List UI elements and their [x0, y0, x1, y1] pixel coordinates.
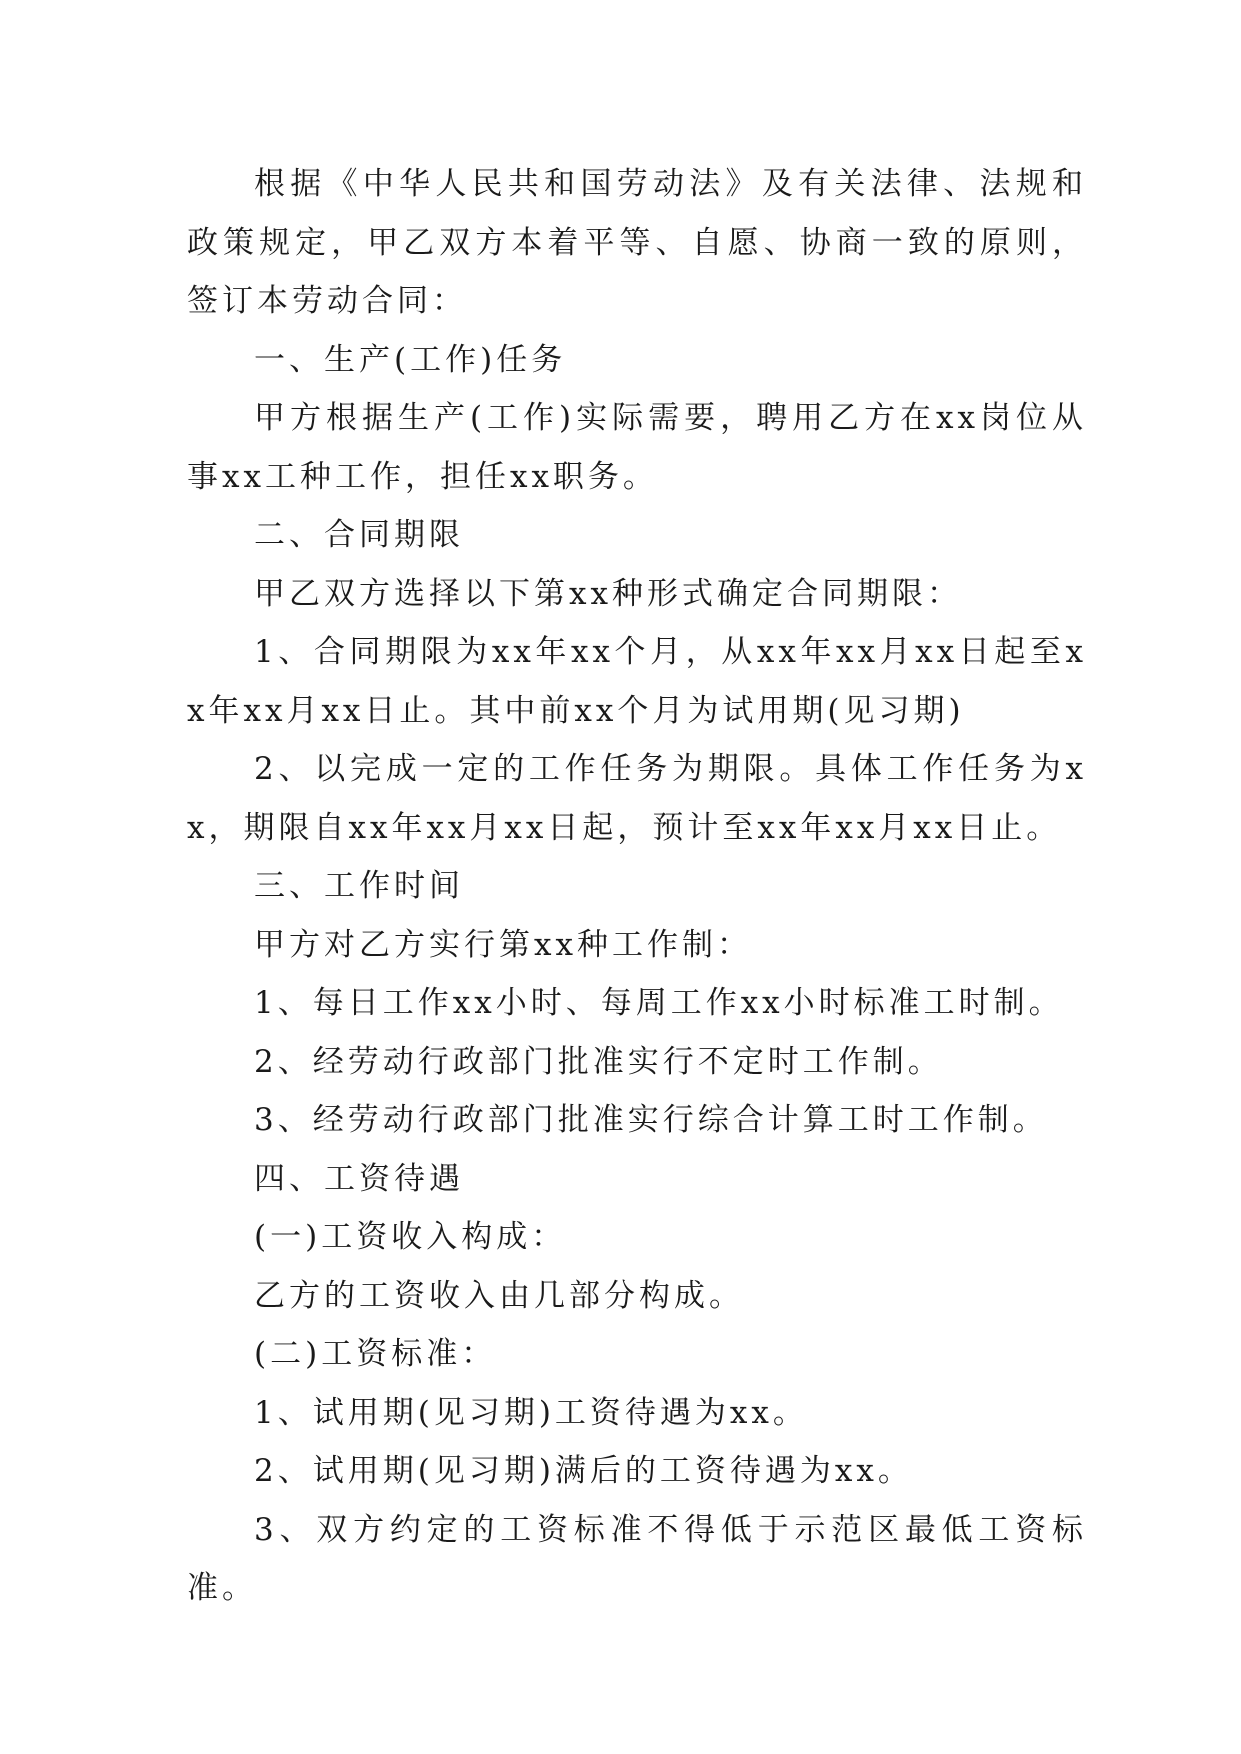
paragraph-section-1-body: 甲方根据生产(工作)实际需要，聘用乙方在xx岗位从事xx工种工作，担任xx职务。: [187, 400, 1087, 495]
paragraph-section-3-item-2: 2、经劳动行政部门批准实行不定时工作制。: [254, 1043, 943, 1080]
paragraph-section-2-body: 甲乙双方选择以下第xx种形式确定合同期限：: [254, 575, 962, 612]
heading-section-4: 四、工资待遇: [254, 1160, 464, 1197]
heading-section-2: 二、合同期限: [254, 517, 464, 553]
subheading-section-4-2: (二)工资标准：: [254, 1336, 497, 1372]
paragraph-intro: 根据《中华人民共和国劳动法》及有关法律、法规和政策规定，甲乙双方本着平等、自愿、协商一致的原则，签订本劳动合同：: [187, 166, 1087, 319]
paragraph-section-2-item-1: 1、合同期限为xx年xx个月，从xx年xx月xx日起至xx年xx月xx日止。其中前xx个月为试用期(见习期): [187, 634, 1087, 729]
document-body: [187, 155, 1087, 1618]
paragraph-section-4-2-item-3: 3、双方约定的工资标准不得低于示范区最低工资标准。: [187, 1511, 1087, 1606]
paragraph-section-4-2-item-1: 1、试用期(见习期)工资待遇为xx。: [254, 1394, 808, 1431]
subheading-section-4-1: (一)工资收入构成：: [254, 1219, 567, 1255]
paragraph-section-2-item-2: 2、以完成一定的工作任务为期限。具体工作任务为xx，期限自xx年xx月xx日起，预计至xx年xx月xx日止。: [187, 751, 1087, 846]
heading-section-1: 一、生产(工作)任务: [254, 341, 567, 378]
paragraph-section-3-item-3: 3、经劳动行政部门批准实行综合计算工时工作制。: [254, 1102, 1048, 1138]
paragraph-section-4-1-body: 乙方的工资收入由几部分构成。: [254, 1277, 744, 1314]
paragraph-section-4-2-item-2: 2、试用期(见习期)满后的工资待遇为xx。: [254, 1453, 913, 1489]
paragraph-section-3-item-1: 1、每日工作xx小时、每周工作xx小时标准工时制。: [254, 985, 1064, 1021]
paragraph-section-3-body: 甲方对乙方实行第xx种工作制：: [254, 926, 752, 963]
heading-section-3: 三、工作时间: [254, 868, 464, 904]
